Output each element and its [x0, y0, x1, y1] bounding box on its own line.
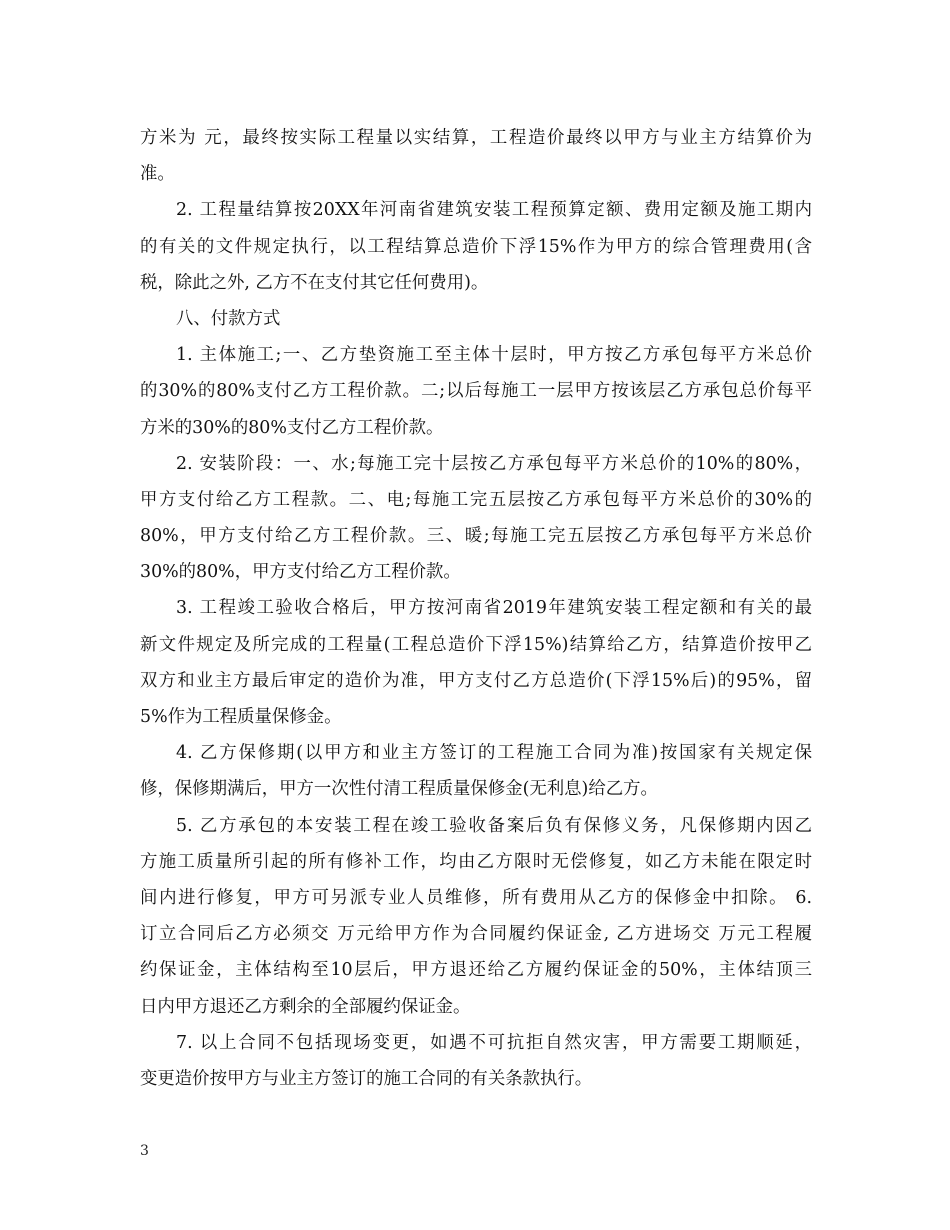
text-line: 八、付款方式 — [176, 308, 281, 329]
text-line: 方施工质量所引起的所有修补工作，均由乙方限时无偿修复，如乙方未能在限定时 — [140, 851, 812, 872]
text-line: 双方和业主方最后审定的造价为准，甲方支付乙方总造价(下浮15%后)的95%，留 — [140, 670, 812, 691]
text-line: 方米的30%的80%支付乙方工程价款。 — [140, 417, 444, 438]
text-line: 80%，甲方支付给乙方工程价款。三、暖;每施工完五层按乙方承包每平方米总价 — [140, 526, 812, 547]
text-line: 准。 — [140, 164, 175, 185]
text-line: 新文件规定及所完成的工程量(工程总造价下浮15%)结算给乙方，结算造价按甲乙 — [140, 634, 812, 655]
text-line: 2. 工程量结算按20XX年河南省建筑安装工程预算定额、费用定额及施工期内 — [176, 200, 812, 221]
text-line: 甲方支付给乙方工程款。二、电;每施工完五层按乙方承包每平方米总价的30%的 — [140, 489, 812, 510]
text-line: 1. 主体施工;一、乙方垫资施工至主体十层时，甲方按乙方承包每平方米总价 — [176, 345, 812, 366]
text-line: 的有关的文件规定执行，以工程结算总造价下浮15%作为甲方的综合管理费用(含 — [140, 236, 812, 257]
document-body — [140, 120, 812, 1097]
text-line: 5%作为工程质量保修金。 — [140, 707, 342, 727]
text-line: 3. 工程竣工验收合格后，甲方按河南省2019年建筑安装工程定额和有关的最 — [176, 598, 812, 619]
text-line: 间内进行修复，甲方可另派专业人员维修，所有费用从乙方的保修金中扣除。 6. — [140, 887, 812, 908]
text-line: 4. 乙方保修期(以甲方和业主方签订的工程施工合同为准)按国家有关规定保 — [176, 743, 812, 764]
text-line: 日内甲方退还乙方剩余的全部履约保证金。 — [140, 996, 471, 1017]
text-line: 修，保修期满后，甲方一次性付清工程质量保修金(无利息)给乙方。 — [140, 779, 658, 800]
text-line: 订立合同后乙方必须交 万元给甲方作为合同履约保证金, 乙方进场交 万元工程履 — [140, 924, 812, 945]
text-line: 变更造价按甲方与业主方签订的施工合同的有关条款执行。 — [140, 1068, 593, 1089]
text-line: 5. 乙方承包的本安装工程在竣工验收备案后负有保修义务，凡保修期内因乙 — [176, 815, 812, 836]
text-line: 约保证金，主体结构至10层后，甲方退还给乙方履约保证金的50%，主体结顶三 — [140, 960, 812, 981]
text-line: 7. 以上合同不包括现场变更，如遇不可抗拒自然灾害，甲方需要工期顺延， — [176, 1032, 812, 1053]
text-line: 方米为 元，最终按实际工程量以实结算，工程造价最终以甲方与业主方结算价为 — [140, 128, 812, 148]
text-line: 的30%的80%支付乙方工程价款。二;以后每施工一层甲方按该层乙方承包总价每平 — [140, 381, 812, 402]
page-number: 3 — [140, 1143, 149, 1159]
text-line: 30%的80%，甲方支付给乙方工程价款。 — [140, 562, 461, 583]
text-line: 税，除此之外, 乙方不在支付其它任何费用)。 — [140, 272, 489, 293]
text-line: 2. 安装阶段：一、水;每施工完十层按乙方承包每平方米总价的10%的80%， — [176, 453, 812, 474]
